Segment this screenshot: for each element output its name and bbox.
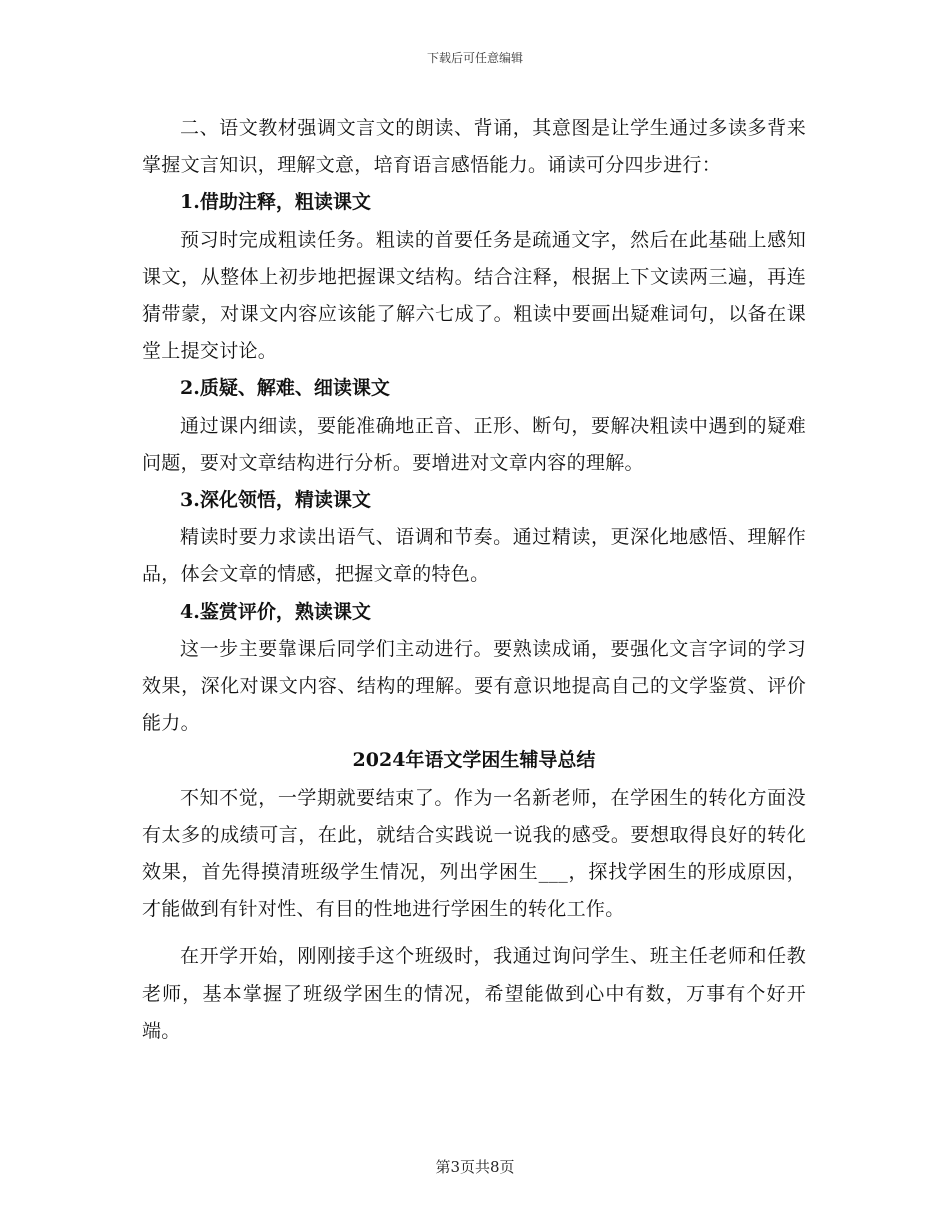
paragraph-step-3: 精读时要力求读出语气、语调和节奏。通过精读，更深化地感悟、理解作品，体会文章的情感，把握文章的特色。 — [142, 526, 806, 586]
page-footer: 第3页共8页 — [435, 1158, 515, 1176]
heading-step-4: 4.鉴赏评价，熟读课文 — [180, 600, 371, 623]
document-body — [142, 110, 806, 1050]
section-title: 2024年语文学困生辅导总结 — [352, 749, 596, 772]
page-header: 下载后可任意编辑 — [426, 51, 523, 65]
paragraph-step-1: 预习时完成粗读任务。粗读的首要任务是疏通文字，然后在此基础上感知课文，从整体上初步地把握课文结构。结合注释，根据上下文读两三遍，再连猜带蒙，对课文内容应该能了解六七成了。粗读中要画出疑难词句，以备在课堂上提交讨论。 — [142, 228, 806, 363]
paragraph-intro: 二、语文教材强调文言文的朗读、背诵，其意图是让学生通过多读多背来掌握文言知识，理解文意，培育语言感悟能力。诵读可分四步进行： — [142, 117, 806, 177]
heading-step-1: 1.借助注释，粗读课文 — [180, 191, 371, 214]
heading-step-2: 2.质疑、解难、细读课文 — [180, 377, 390, 400]
paragraph-gap — [142, 928, 806, 938]
paragraph-summary-1: 不知不觉，一学期就要结束了。作为一名新老师，在学困生的转化方面没有太多的成绩可言，在此，就结合实践说一说我的感受。要想取得良好的转化效果，首先得摸清班级学生情况，列出学困生___，探找学困生的形成原因，才能做到有针对性、有目的性地进行学困生的转化工作。 — [142, 786, 806, 921]
heading-step-3: 3.深化领悟，精读课文 — [180, 489, 371, 512]
paragraph-summary-2: 在开学开始，刚刚接手这个班级时，我通过询问学生、班主任老师和任教老师，基本掌握了班级学困生的情况，希望能做到心中有数，万事有个好开端。 — [142, 945, 806, 1042]
paragraph-step-4: 这一步主要靠课后同学们主动进行。要熟读成诵，要强化文言字词的学习效果，深化对课文内容、结构的理解。要有意识地提高自己的文学鉴赏、评价能力。 — [142, 637, 806, 735]
paragraph-step-2: 通过课内细读，要能准确地正音、正形、断句，要解决粗读中遇到的疑难问题，要对文章结构进行分析。要增进对文章内容的理解。 — [142, 414, 806, 474]
